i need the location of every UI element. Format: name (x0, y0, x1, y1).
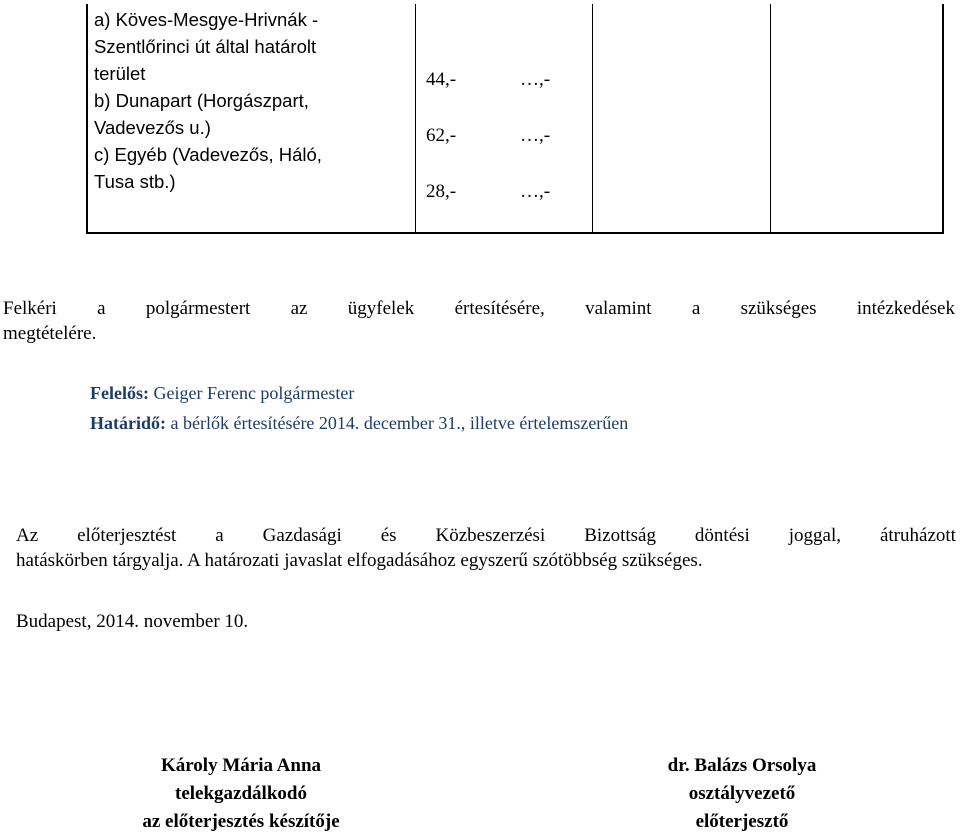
deadline-value: a bérlők értesítésére 2014. december 31., illetve értelemszerűen (170, 413, 629, 433)
deadline-line (90, 411, 628, 435)
request-paragraph (3, 296, 955, 346)
committee-line-1: Az előterjesztést a Gazdasági és Közbeszerzési Bizottság döntési joggal, átruházott (16, 525, 956, 546)
signature-left (96, 752, 386, 836)
signer-role: az előterjesztés készítője (142, 811, 340, 832)
area-line: terület (94, 63, 146, 84)
table-divider (770, 4, 771, 234)
responsible-line (90, 381, 354, 405)
table-border-left (86, 4, 88, 234)
area-line: Vadevezős u.) (94, 117, 211, 138)
table-border-bottom (86, 232, 944, 234)
signature-right (612, 752, 872, 836)
committee-line-2: hatáskörben tárgyalja. A határozati javaslat elfogadásához egyszerű szótöbbség szükséges. (16, 550, 703, 571)
price-suffix: …,- (520, 181, 551, 202)
area-cell (94, 6, 409, 195)
area-line: c) Egyéb (Vadevezős, Háló, (94, 144, 322, 165)
area-line: b) Dunapart (Horgászpart, (94, 90, 309, 111)
table-divider (592, 4, 593, 234)
price-value: 44,- (426, 69, 457, 90)
signer-role: előterjesztő (695, 811, 789, 832)
request-line-2: megtételére. (3, 323, 97, 344)
area-line: Szentlőrinci út által határolt (94, 36, 317, 57)
table-divider (415, 4, 416, 234)
committee-paragraph (16, 523, 956, 573)
responsible-label: Felelős: (90, 383, 149, 403)
signer-name: Károly Mária Anna (160, 755, 322, 776)
request-line-1: Felkéri a polgármestert az ügyfelek értesítésére, valamint a szükséges intézkedések (3, 298, 955, 319)
signer-title: osztályvezető (688, 783, 796, 804)
area-line: Tusa stb.) (94, 171, 176, 192)
responsible-value: Geiger Ferenc polgármester (153, 383, 355, 403)
price-suffix: …,- (520, 125, 551, 146)
place-date: Budapest, 2014. november 10. (16, 611, 249, 632)
price-value: 62,- (426, 125, 457, 146)
price-value: 28,- (426, 181, 457, 202)
area-line: a) Köves-Mesgye-Hrivnák - (94, 9, 319, 30)
table-border-right (942, 4, 944, 234)
signer-title: telekgazdálkodó (175, 783, 307, 804)
price-suffix: …,- (520, 69, 551, 90)
signer-name: dr. Balázs Orsolya (667, 755, 817, 776)
deadline-label: Határidő: (90, 413, 166, 433)
